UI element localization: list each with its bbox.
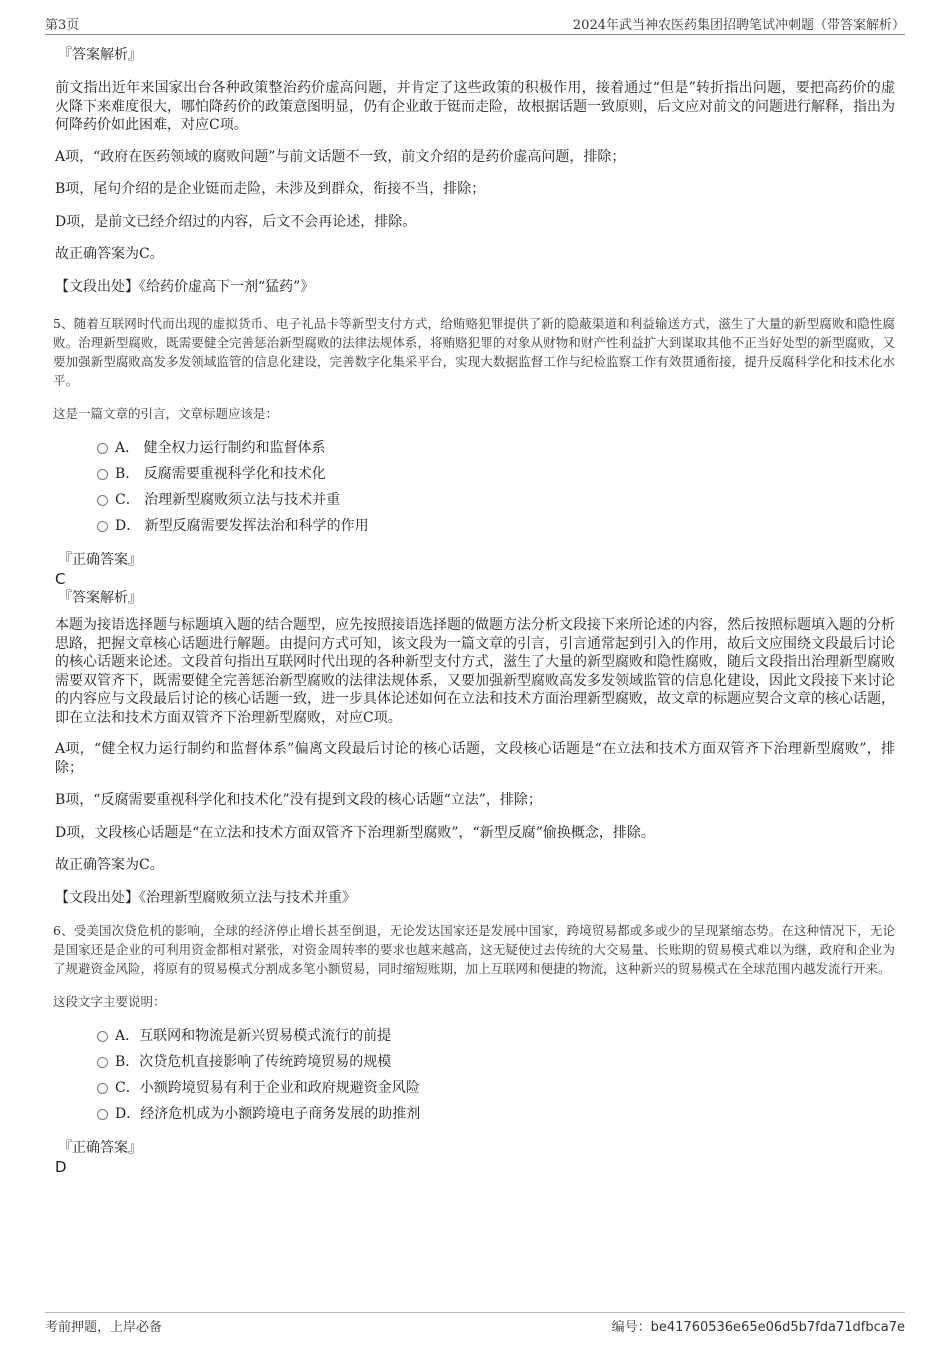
q5-stem: 5、随着互联网时代而出现的虚拟货币、电子礼品卡等新型支付方式，给贿赂犯罪提供了新的隐蔽渠道和利益输送方式，滋生了大量的新型腐败和隐性腐败。治理新型腐败，既需要健全完善惩治新型腐败的法律法规体系，将贿赂犯罪的对象从财物和财产性利益扩大到谋取其他不正当好处型的新型腐败，又要加强新型腐败高发多发领域监管的信息化建设，完善数字化集采平台，实现大数据监督工作与纪检监察工作有效贯通衔接，提升反腐科学化和技术化水平。 bbox=[53, 316, 895, 388]
q5-option-b-explain: B项，“反腐需要重视科学化和技术化”没有提到文段的核心话题“立法”，排除； bbox=[55, 792, 542, 808]
q6-option-d[interactable]: D．经济危机成为小额跨境电子商务发展的助推剂 bbox=[55, 1101, 895, 1127]
document-title: 2024年武当神农医药集团招聘笔试冲刺题（带答案解析） bbox=[572, 18, 905, 33]
page-content bbox=[55, 46, 895, 1177]
document-code bbox=[612, 1316, 905, 1335]
q4-source: 【文段出处】《给药价虚高下一剂“猛药”》 bbox=[55, 278, 315, 295]
q6-stem: 6、受美国次贷危机的影响，全球的经济停止增长甚至倒退，无论发达国家还是发展中国家，跨境贸易都或多或少的呈现紧缩态势。在这种情况下，无论是国家还是企业的可利用资金都相对紧张，对资金周转率的要求也越来越高，这无疑使过去传统的大交易量、长账期的贸易模式难以为继，政府和企业为了规避资金风险，将原有的贸易模式分割成多笔小额贸易，同时缩短账期，加上互联网和便捷的物流，这种新兴的贸易模式在全球范围内越发流行开来。 bbox=[53, 923, 895, 976]
radio-icon[interactable] bbox=[97, 1031, 108, 1042]
q6-question: 这段文字主要说明： bbox=[53, 994, 166, 1009]
q5-options bbox=[55, 435, 895, 539]
q5-option-a[interactable]: A． 健全权力运行制约和监督体系 bbox=[55, 435, 895, 461]
q5-analysis-label: 『答案解析』 bbox=[58, 590, 142, 606]
code-label: 编号： bbox=[611, 1320, 651, 1335]
radio-icon[interactable] bbox=[97, 1109, 108, 1120]
q4-conclusion: 故正确答案为C。 bbox=[55, 246, 164, 262]
radio-icon[interactable] bbox=[97, 1083, 108, 1094]
q6-options bbox=[55, 1023, 895, 1127]
radio-icon[interactable] bbox=[97, 1057, 108, 1068]
q4-option-d-explain: D项，是前文已经介绍过的内容，后文不会再论述，排除。 bbox=[55, 213, 417, 230]
code-value: be41760536e65e06d5b7fda71dfbca7e bbox=[650, 1320, 905, 1335]
footer-slogan: 考前押题，上岸必备 bbox=[45, 1320, 163, 1335]
q5-question: 这是一篇文章的引言，文章标题应该是： bbox=[53, 406, 279, 421]
q4-option-b-explain: B项，尾句介绍的是企业铤而走险，未涉及到群众，衔接不当，排除； bbox=[55, 181, 486, 197]
q5-option-b[interactable]: B． 反腐需要重视科学化和技术化 bbox=[55, 461, 895, 487]
page-footer bbox=[45, 1312, 905, 1335]
radio-icon[interactable] bbox=[97, 495, 108, 506]
page-header bbox=[45, 12, 905, 35]
q6-option-c[interactable]: C．小额跨境贸易有利于企业和政府规避资金风险 bbox=[55, 1075, 895, 1101]
q5-option-a-explain: A项，“健全权力运行制约和监督体系”偏离文段最后讨论的核心话题，文段核心话题是“在立法和技术方面双管齐下治理新型腐败”，排除； bbox=[55, 741, 895, 776]
q6-correct-answer: D bbox=[55, 1158, 67, 1176]
q6-option-a[interactable]: A．互联网和物流是新兴贸易模式流行的前提 bbox=[55, 1023, 895, 1049]
q5-option-c[interactable]: C． 治理新型腐败须立法与技术并重 bbox=[55, 487, 895, 513]
q5-option-d[interactable]: D． 新型反腐需要发挥法治和科学的作用 bbox=[55, 513, 895, 539]
radio-icon[interactable] bbox=[97, 469, 108, 480]
q6-option-b[interactable]: B．次贷危机直接影响了传统跨境贸易的规模 bbox=[55, 1049, 895, 1075]
q5-conclusion: 故正确答案为C。 bbox=[55, 857, 164, 873]
q5-source: 【文段出处】《治理新型腐败须立法与技术并重》 bbox=[55, 889, 356, 906]
q5-correct-answer: C bbox=[55, 570, 66, 588]
q4-analysis: 前文指出近年来国家出台各种政策整治药价虚高问题，并肯定了这些政策的积极作用，接着通过“但是”转折指出问题，要把高药价的虚火降下来难度很大，哪怕降药价的政策意图明显，仍有企业敢于铤而走险，故根据话题一致原则，后文应对前文的问题进行解释，指出为何降药价如此困难，对应C项。 bbox=[55, 80, 895, 133]
q5-option-d-explain: D项，文段核心话题是“在立法和技术方面双管齐下治理新型腐败”，“新型反腐”偷换概念，排除。 bbox=[55, 824, 655, 841]
radio-icon[interactable] bbox=[97, 521, 108, 532]
q5-analysis: 本题为接语选择题与标题填入题的结合题型，应先按照接语选择题的做题方法分析文段接下来所论述的内容，然后按照标题填入题的分析思路，把握文章核心话题进行解题。由提问方式可知，该文段为一篇文章的引言，引言通常起到引入的作用，故后文应围绕文段最后讨论的核心话题来论述。文段首句指出互联网时代出现的各种新型支付方式，滋生了大量的新型腐败和隐性腐败，随后文段指出治理新型腐败需要双管齐下，既需要健全完善惩治新型腐败的法律法规体系，又要加强新型腐败高发多发领域监管的信息化建设，因此文段接下来讨论的内容应与文段最后讨论的核心话题一致，进一步具体论述如何在立法和技术方面治理新型腐败，故文章的标题应契合文章的核心话题，即在立法和技术方面双管齐下治理新型腐败，对应C项。 bbox=[55, 617, 895, 726]
q4-analysis-label: 『答案解析』 bbox=[58, 47, 142, 63]
q4-option-a-explain: A项，“政府在医药领域的腐败问题”与前文话题不一致，前文介绍的是药价虚高问题，排除； bbox=[55, 148, 626, 165]
q5-correct-label: 『正确答案』 bbox=[58, 552, 142, 568]
page-number: 第3页 bbox=[45, 18, 80, 33]
radio-icon[interactable] bbox=[97, 443, 108, 454]
q6-correct-label: 『正确答案』 bbox=[58, 1140, 142, 1156]
